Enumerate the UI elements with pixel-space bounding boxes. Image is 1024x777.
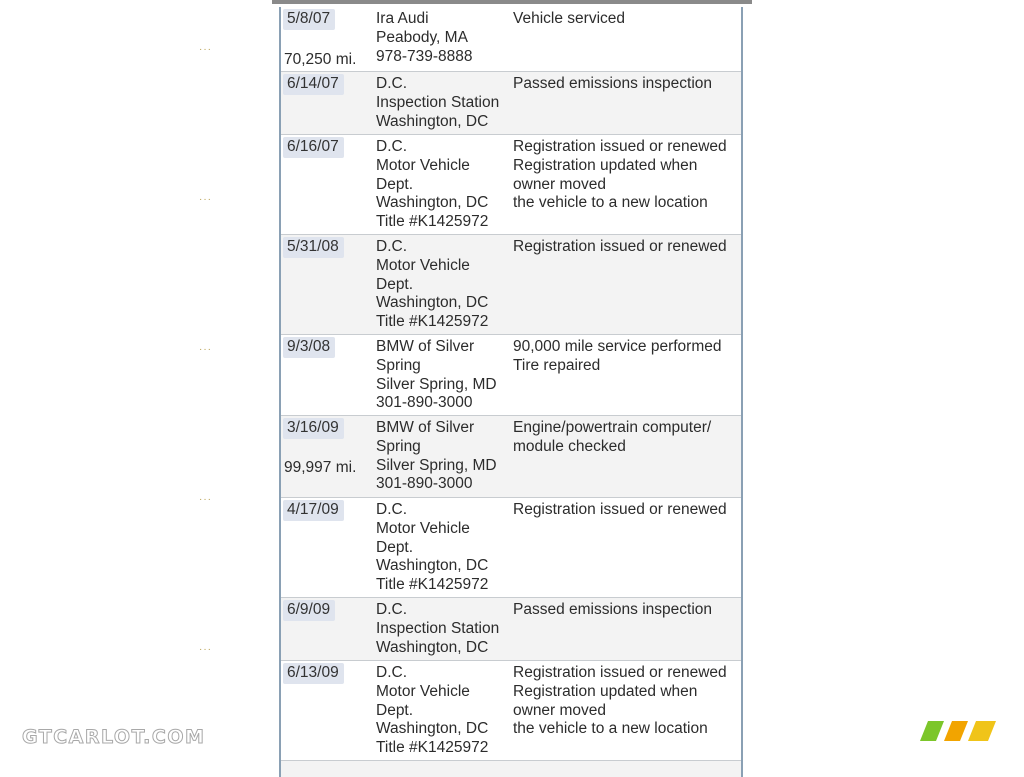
- stripes-logo-icon: [920, 720, 1000, 744]
- source-line: Title #K1425972: [376, 739, 489, 757]
- date-cell: [281, 74, 373, 136]
- source-line: Washington, DC: [376, 720, 489, 738]
- gtcarlot-watermark: GTCARLOT.COM: [22, 726, 206, 748]
- date-badge: 5/8/07: [283, 9, 335, 30]
- source-line: Dept.: [376, 175, 414, 193]
- detail-cell: [513, 501, 739, 520]
- date-badge: 9/3/08: [283, 337, 335, 358]
- source-line: D.C.: [376, 75, 407, 92]
- source-cell: [376, 664, 511, 758]
- source-line: Title #K1425972: [376, 576, 489, 594]
- mileage: 70,250 mi.: [284, 51, 357, 69]
- source-line: Title #K1425972: [376, 213, 489, 231]
- source-line: Silver Spring, MD: [376, 375, 497, 393]
- date-badge: 6/13/09: [283, 663, 344, 684]
- source-line: Motor Vehicle: [376, 256, 470, 274]
- history-row: [281, 7, 741, 72]
- stripe-group-green: [920, 721, 944, 741]
- detail-line: module checked: [513, 437, 626, 455]
- date-badge: 4/17/09: [283, 500, 344, 521]
- source-line: Silver Spring, MD: [376, 456, 497, 474]
- source-line: Washington, DC: [376, 294, 489, 312]
- source-line: Motor Vehicle: [376, 682, 470, 700]
- source-cell: [376, 601, 511, 657]
- detail-line: the vehicle to a new location: [513, 720, 708, 738]
- detail-line: owner moved: [513, 175, 607, 193]
- source-cell: [376, 338, 511, 413]
- history-row: [281, 72, 741, 135]
- detail-line: Passed emissions inspection: [513, 75, 713, 92]
- detail-cell: [513, 601, 739, 620]
- date-badge: 6/16/07: [283, 137, 344, 158]
- source-cell: [376, 138, 511, 232]
- detail-cell: [513, 419, 739, 457]
- source-line: Motor Vehicle: [376, 519, 470, 537]
- source-line: Washington, DC: [376, 557, 489, 575]
- source-line: 301-890-3000: [376, 475, 473, 493]
- source-line: Washington, DC: [376, 194, 489, 212]
- detail-cell: [513, 75, 739, 94]
- detail-line: Registration issued or renewed: [513, 664, 727, 681]
- detail-cell: [513, 664, 739, 739]
- source-cell: [376, 501, 511, 595]
- date-cell: [281, 500, 373, 599]
- source-line: 978-739-8888: [376, 47, 473, 65]
- date-cell: [281, 600, 373, 662]
- margin-dots: ···: [199, 194, 212, 205]
- source-line: Washington, DC: [376, 638, 489, 656]
- source-line: Motor Vehicle: [376, 156, 470, 174]
- detail-cell: [513, 10, 739, 29]
- source-line: BMW of Silver: [376, 338, 475, 355]
- detail-line: Registration updated when: [513, 156, 698, 174]
- history-row: [281, 135, 741, 235]
- date-cell: [281, 237, 373, 336]
- date-badge: 6/14/07: [283, 74, 344, 95]
- date-cell: [281, 9, 373, 73]
- detail-line: Registration issued or renewed: [513, 238, 727, 255]
- stripe-yellow: [968, 721, 996, 741]
- history-row: [281, 235, 741, 335]
- top-border-bar: [272, 0, 752, 4]
- source-line: Spring: [376, 437, 421, 455]
- source-line: Spring: [376, 356, 421, 374]
- margin-dots: ···: [199, 494, 212, 505]
- margin-dots: ···: [199, 344, 212, 355]
- date-cell: [281, 418, 373, 499]
- detail-line: Registration issued or renewed: [513, 138, 727, 155]
- source-line: D.C.: [376, 601, 407, 618]
- source-line: D.C.: [376, 501, 407, 518]
- detail-cell: [513, 338, 739, 376]
- source-line: Dept.: [376, 701, 414, 719]
- detail-line: Registration updated when: [513, 682, 698, 700]
- date-badge: 5/31/08: [283, 237, 344, 258]
- source-line: Dept.: [376, 538, 414, 556]
- mileage: 99,997 mi.: [284, 459, 357, 476]
- detail-cell: [513, 238, 739, 257]
- stripe-orange: [944, 721, 968, 741]
- stripe-group-orange: [944, 721, 968, 741]
- detail-line: Passed emissions inspection: [513, 601, 713, 618]
- source-cell: [376, 238, 511, 332]
- detail-line: 90,000 mile service performed: [513, 338, 722, 355]
- date-cell: [281, 337, 373, 417]
- detail-cell: [513, 138, 739, 213]
- source-line: D.C.: [376, 138, 407, 155]
- history-row: [281, 598, 741, 661]
- detail-line: Registration issued or renewed: [513, 501, 727, 518]
- detail-line: the vehicle to a new location: [513, 194, 708, 212]
- history-row: [281, 335, 741, 416]
- source-line: D.C.: [376, 664, 407, 681]
- detail-line: Tire repaired: [513, 356, 601, 374]
- margin-dots: ···: [199, 644, 212, 655]
- history-row-partial: [281, 761, 741, 777]
- vehicle-history-table: [279, 7, 743, 777]
- detail-line: Engine/powertrain computer/: [513, 419, 712, 436]
- source-line: 301-890-3000: [376, 394, 473, 412]
- source-line: D.C.: [376, 238, 407, 255]
- date-cell: [281, 663, 373, 762]
- source-line: Dept.: [376, 275, 414, 293]
- detail-line: Vehicle serviced: [513, 10, 626, 27]
- source-line: Title #K1425972: [376, 313, 489, 331]
- source-cell: [376, 419, 511, 494]
- date-cell: [281, 137, 373, 236]
- date-badge: 3/16/09: [283, 418, 344, 439]
- stripe-group-yellow: [968, 721, 996, 741]
- source-line: Ira Audi: [376, 10, 429, 27]
- source-line: Peabody, MA: [376, 28, 468, 46]
- history-row: [281, 416, 741, 498]
- source-line: Inspection Station: [376, 619, 500, 637]
- margin-dots: ···: [199, 44, 212, 55]
- source-line: BMW of Silver: [376, 419, 475, 436]
- source-cell: [376, 10, 511, 66]
- source-line: Inspection Station: [376, 93, 500, 111]
- source-line: Washington, DC: [376, 112, 489, 130]
- detail-line: owner moved: [513, 701, 607, 719]
- date-badge: 6/9/09: [283, 600, 335, 621]
- history-row: [281, 498, 741, 598]
- source-cell: [376, 75, 511, 131]
- history-row: [281, 661, 741, 761]
- stripe-green: [920, 721, 944, 741]
